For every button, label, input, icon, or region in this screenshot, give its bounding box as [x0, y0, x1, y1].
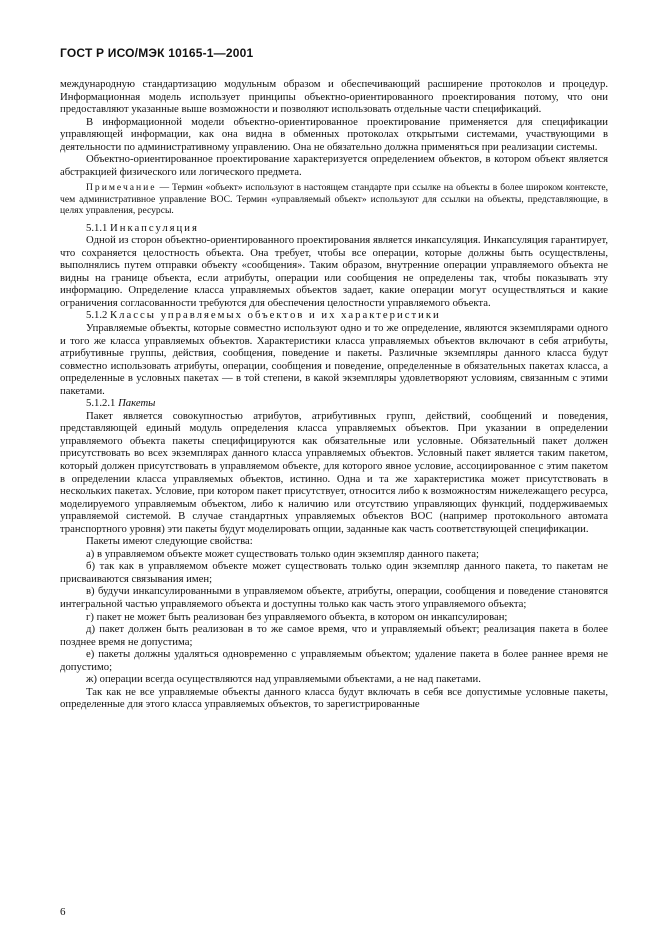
- note: [60, 182, 608, 216]
- section-heading-5-1-1: [60, 222, 608, 235]
- section-number: 5.1.2: [86, 309, 108, 322]
- section-number: 5.1.2.1: [86, 397, 116, 410]
- paragraph: международную стандартизацию модульным образом и обеспечивающий расширение протоколов и процедур. Информационная модель использует принципы объектно-ориентированного проектирования потому, что они предоставляют указанные выше возможности и позволяют использовать отдельные части спецификаций.: [60, 78, 608, 116]
- list-item: в) будучи инкапсулированными в управляемом объекте, атрибуты, операции, сообщения и поведение становятся интегральной частью управляемого объекта и доступны только как часть этого управляемого объекта;: [60, 585, 608, 610]
- section-number: 5.1.1: [86, 221, 108, 234]
- note-text: — Термин «объект» используют в настоящем стандарте при ссылке на объекты в более широком контексте, чем административное управление ВОС. Термин «управляемый объект» используют для ссылки на объекты, представляющие, в целях управления, ресурсы.: [60, 182, 608, 217]
- paragraph: Так как не все управляемые объекты данного класса будут включать в себя все допустимые условные пакеты, определенные для этого класса управляемых объектов, то зарегистрированные: [60, 685, 608, 711]
- paragraph: Одной из сторон объектно-ориентированного проектирования является инкапсуляция. Инкапсуляция гарантирует, что сохраняется целостность объекта. Она требует, чтобы все операции, которые должны быть осуществлены, выполнялись путем отправки объекту «сообщения». Таким образом, внутренние операции управляемого объекта не видны на границе объекта, если атрибуты, операции или сообщения не определены так, чтобы показывать эту информацию. Определение класса управляемых объектов задает, какие операции могут осуществляться и какие ограничения согласованности требуются для обеспечения целостности управляемого объекта.: [60, 234, 608, 309]
- section-title: Инкапсуляция: [110, 221, 199, 234]
- paragraph: Пакет является совокупностью атрибутов, атрибутивных групп, действий, сообщений и поведения, представляющей единый модуль определения класса управляемых объектов. При указании в определении управляемого объекта пакеты специфицируются как обязательные или условные. Обязательный пакет должен присутствовать во всех экземплярах данного класса управляемых объектов. Условный пакет является таким пакетом, который должен присутствовать в управляемом объекте, для которого явное условие, ассоциированное с этим пакетом в определении класса управляемых объектов, истинно. Одна и та же характеристика может присутствовать в нескольких пакетах. Условие, при котором пакет присутствует, относится либо к возможностям нижележащего ресурса, моделируемого управляемым объектом, либо к наличию или отсутствию управляющих функций, поддерживаемых управляемой системой. В случае стандартных управляемых объектов ВОС (например протокольного автомата транспортного уровня) эти пакеты будут моделировать опции, заданные как часть соответствующей спецификации.: [60, 409, 608, 535]
- paragraph: Пакеты имеют следующие свойства:: [86, 535, 253, 548]
- section-title: Пакеты: [118, 397, 156, 410]
- paragraph: Объектно-ориентированное проектирование характеризуется определением объектов, в котором объект является абстракцией физического или логического предмета.: [60, 153, 608, 178]
- list-item: д) пакет должен быть реализован в то же самое время, что и управляемый объект; реализация пакета в более позднее время не допустима;: [60, 623, 608, 648]
- document-header: ГОСТ Р ИСО/МЭК 10165-1—2001: [60, 46, 254, 60]
- note-label: Примечание: [86, 182, 157, 194]
- section-title: Классы управляемых объектов и их характеристики: [110, 309, 441, 322]
- list-item: ж) операции всегда осуществляются над управляемыми объектами, а не над пакетами.: [86, 673, 481, 686]
- list-item: б) так как в управляемом объекте может существовать только один экземпляр данного пакета, то пакетам не присваиваются связывания имен;: [60, 560, 608, 585]
- section-heading-5-1-2-1: [60, 397, 608, 410]
- paragraph: В информационной модели объектно-ориентированное проектирование применяется для спецификации управляющей информации, как она видна в обменных протоколах открытыми системами, участвующими в деятельности по административному управлению. Она не обязательно должна применяться при реализации системы.: [60, 115, 608, 153]
- section-heading-5-1-2: [60, 309, 608, 322]
- document-body: [60, 78, 608, 711]
- list-item: г) пакет не может быть реализован без управляемого объекта, в котором он инкапсулирован;: [86, 610, 508, 623]
- paragraph: Управляемые объекты, которые совместно используют одно и то же определение, являются экземплярами одного и того же класса управляемых объектов. Характеристики класса управляемых объектов включают в себя атрибуты, атрибутивные группы, действия, сообщения, поведение и пакеты. Различные экземпляры данного класса будут совместно использовать атрибуты, операции, сообщения и поведение, определенные в обязательных пакетах класса, а определенные в условных пакетах — в той степени, в какой экземпляры удовлетворяют условиям, связанным с этими пакетами.: [60, 321, 608, 397]
- list-item: а) в управляемом объекте может существовать только один экземпляр данного пакета;: [86, 547, 479, 560]
- list-item: е) пакеты должны удаляться одновременно с управляемым объектом; удаление пакета в более раннее время не допустимо;: [60, 648, 608, 673]
- page-number: 6: [60, 906, 66, 918]
